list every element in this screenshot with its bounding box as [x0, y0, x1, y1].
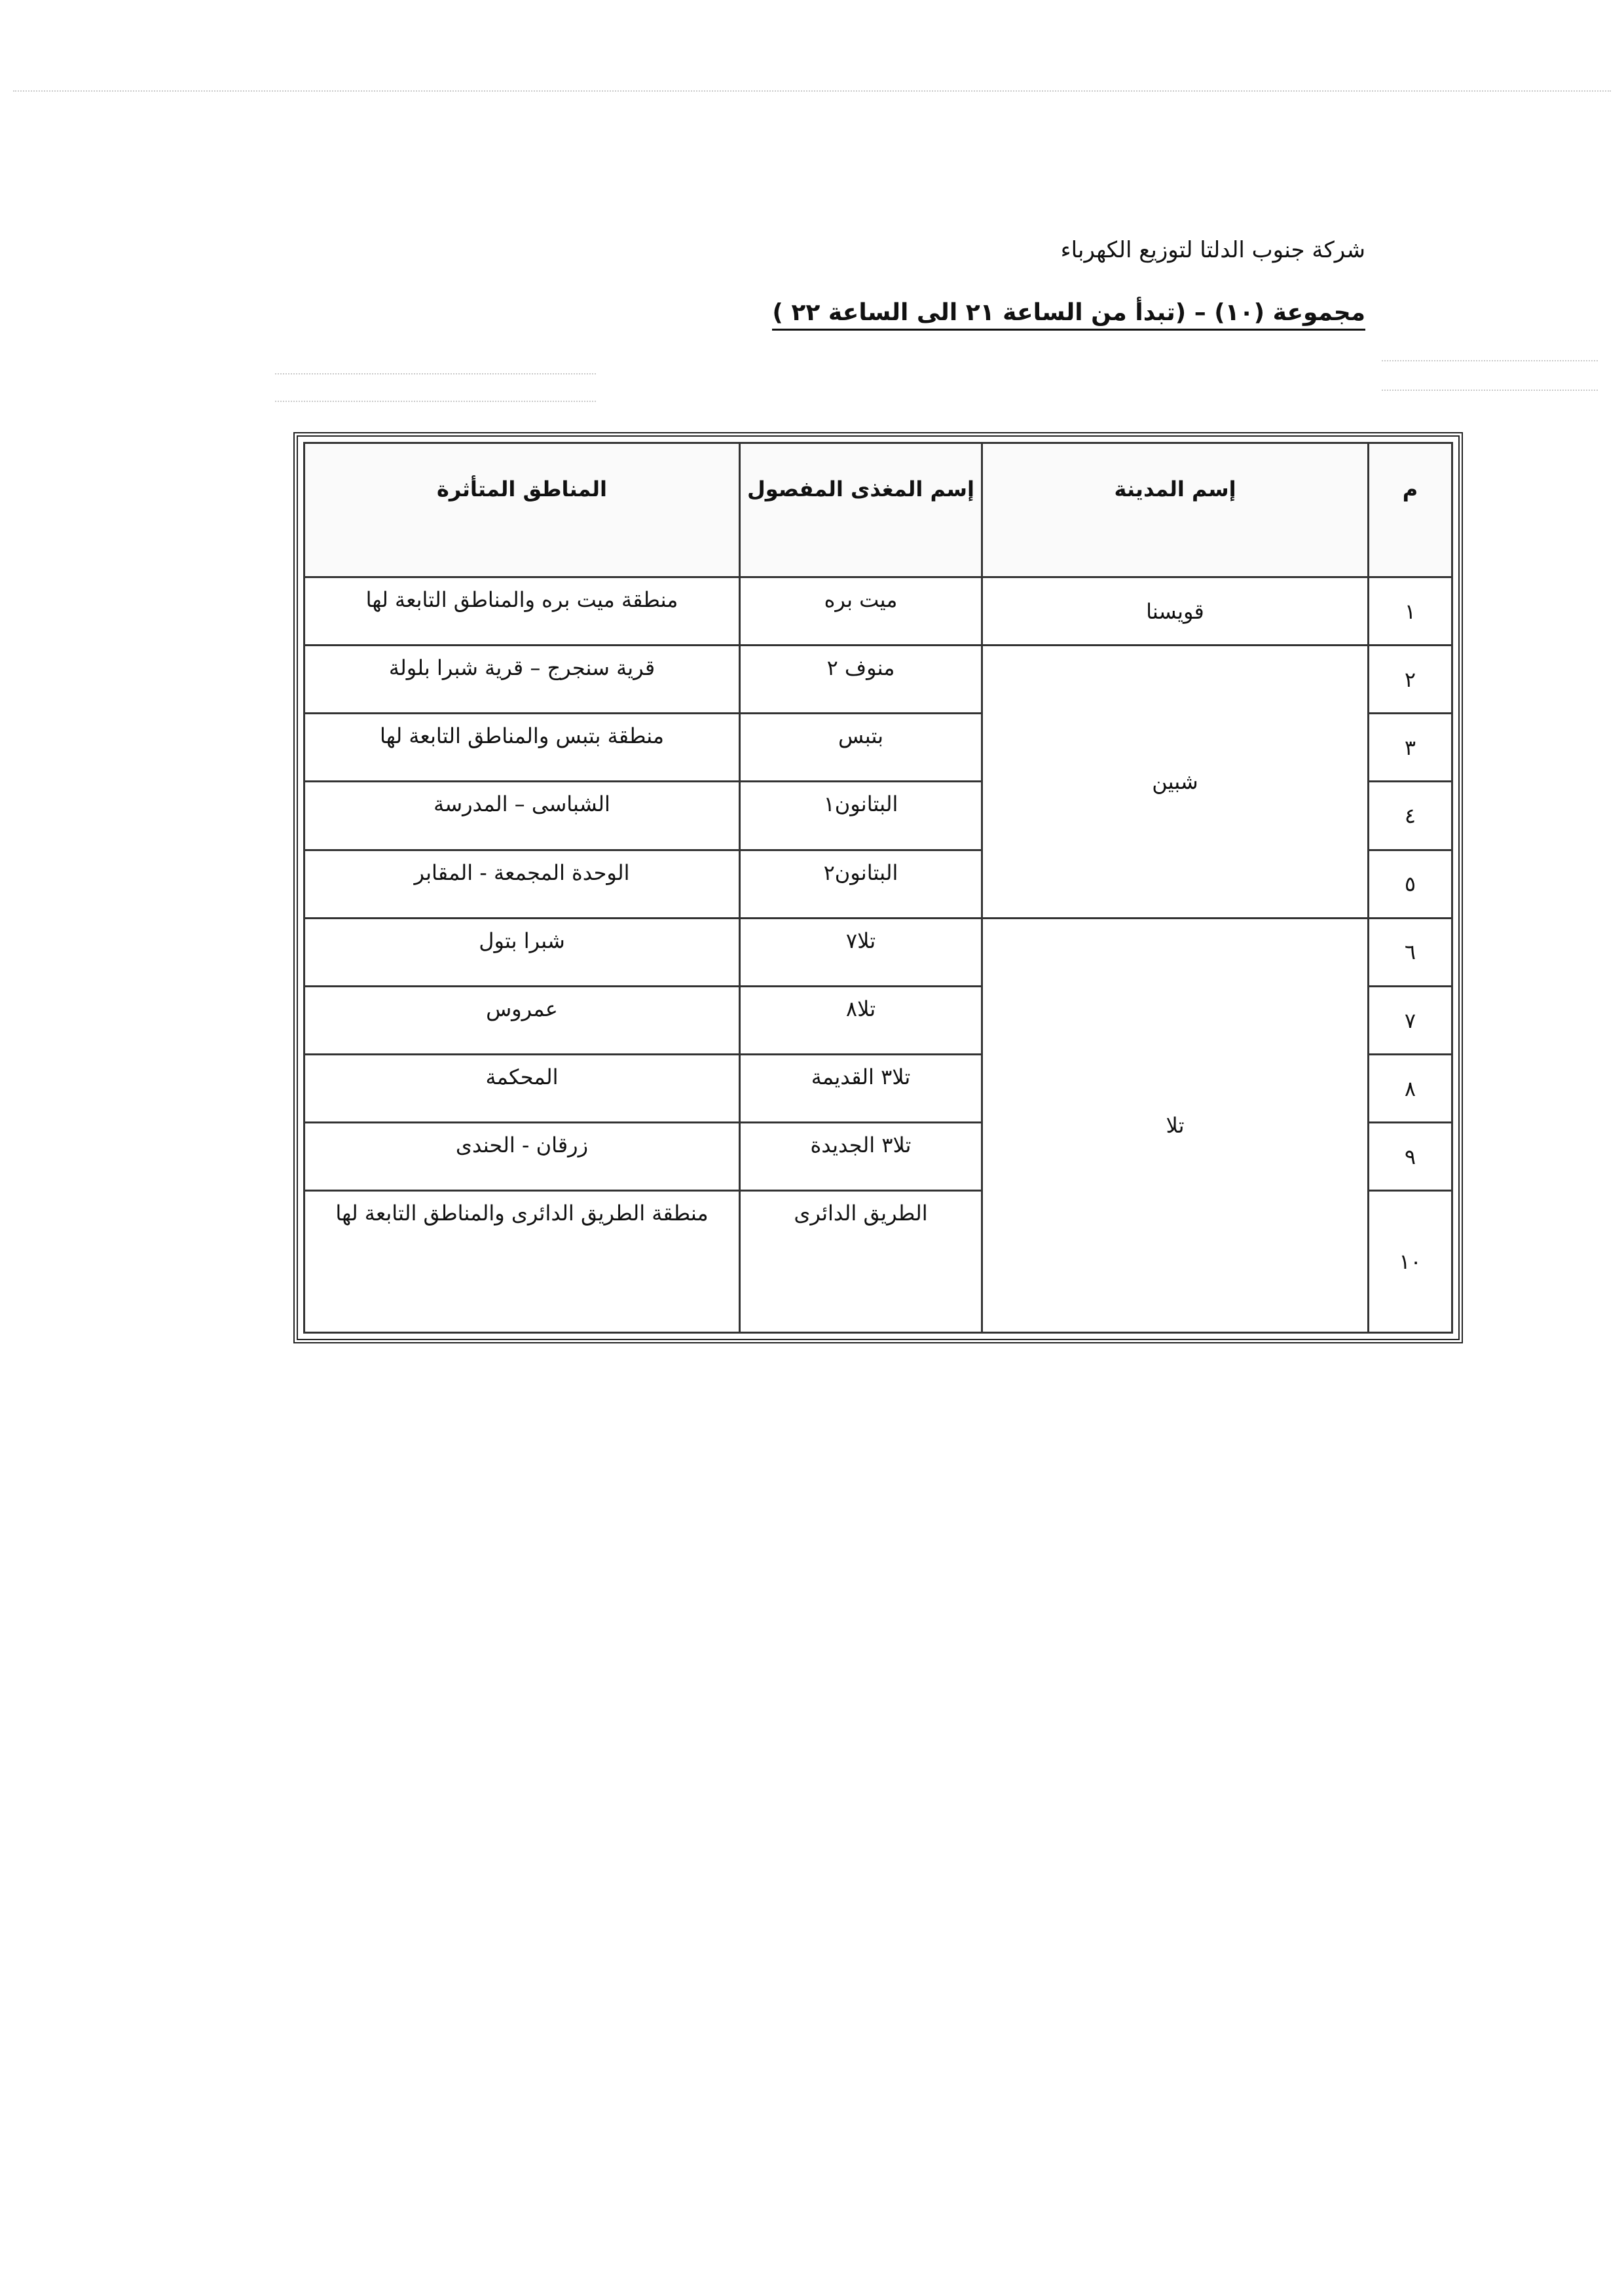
company-name: شركة جنوب الدلتا لتوزيع الكهرباء	[1060, 237, 1365, 263]
row-feeder: تلا٣ الجديدة	[740, 1123, 982, 1191]
row-feeder: البتانون٢	[740, 850, 982, 918]
row-areas: الوحدة المجمعة - المقابر	[304, 850, 740, 918]
row-areas: شبرا بتول	[304, 918, 740, 986]
header-feeder: إسم المغذى المفصول	[740, 443, 982, 577]
row-areas: قرية سنجرج – قرية شبرا بلولة	[304, 646, 740, 714]
row-city: شبين	[982, 646, 1369, 919]
schedule-table	[303, 442, 1453, 1334]
row-num: ١٠	[1369, 1191, 1452, 1333]
row-num: ٧	[1369, 986, 1452, 1054]
row-feeder: تلا٣ القديمة	[740, 1055, 982, 1123]
row-num: ٢	[1369, 646, 1452, 714]
row-areas: عمروس	[304, 986, 740, 1054]
scan-artifact-line	[275, 401, 596, 402]
row-areas: الشباسى – المدرسة	[304, 782, 740, 850]
row-feeder: الطريق الدائرى	[740, 1191, 982, 1333]
header-city: إسم المدينة	[982, 443, 1369, 577]
header-num: م	[1369, 443, 1452, 577]
table-header-row	[304, 443, 1452, 577]
scan-artifact-line	[13, 90, 1611, 92]
header-areas: المناطق المتأثرة	[304, 443, 740, 577]
row-city: تلا	[982, 918, 1369, 1332]
row-num: ٨	[1369, 1055, 1452, 1123]
table-row	[304, 918, 1452, 986]
row-feeder: تلا٨	[740, 986, 982, 1054]
row-areas: منطقة بتبس والمناطق التابعة لها	[304, 714, 740, 782]
schedule-table-frame	[293, 432, 1463, 1343]
row-num: ٩	[1369, 1123, 1452, 1191]
scan-artifact-line	[1382, 360, 1598, 361]
row-num: ٣	[1369, 714, 1452, 782]
row-areas: زرقان - الحندى	[304, 1123, 740, 1191]
row-feeder: منوف ٢	[740, 646, 982, 714]
table-row	[304, 646, 1452, 714]
row-num: ٥	[1369, 850, 1452, 918]
group-title: مجموعة (١٠) – (تبدأ من الساعة ٢١ الى الساعة ٢٢ )	[772, 298, 1365, 331]
scan-artifact-line	[275, 373, 596, 374]
scan-artifact-line	[1382, 390, 1598, 391]
table-row	[304, 577, 1452, 646]
row-num: ١	[1369, 577, 1452, 646]
row-areas: المحكمة	[304, 1055, 740, 1123]
row-num: ٦	[1369, 918, 1452, 986]
row-areas: منطقة ميت بره والمناطق التابعة لها	[304, 577, 740, 646]
row-feeder: البتانون١	[740, 782, 982, 850]
row-feeder: ميت بره	[740, 577, 982, 646]
row-city: قويسنا	[982, 577, 1369, 646]
row-feeder: تلا٧	[740, 918, 982, 986]
row-feeder: بتبس	[740, 714, 982, 782]
row-num: ٤	[1369, 782, 1452, 850]
row-areas: منطقة الطريق الدائرى والمناطق التابعة لها	[304, 1191, 740, 1333]
